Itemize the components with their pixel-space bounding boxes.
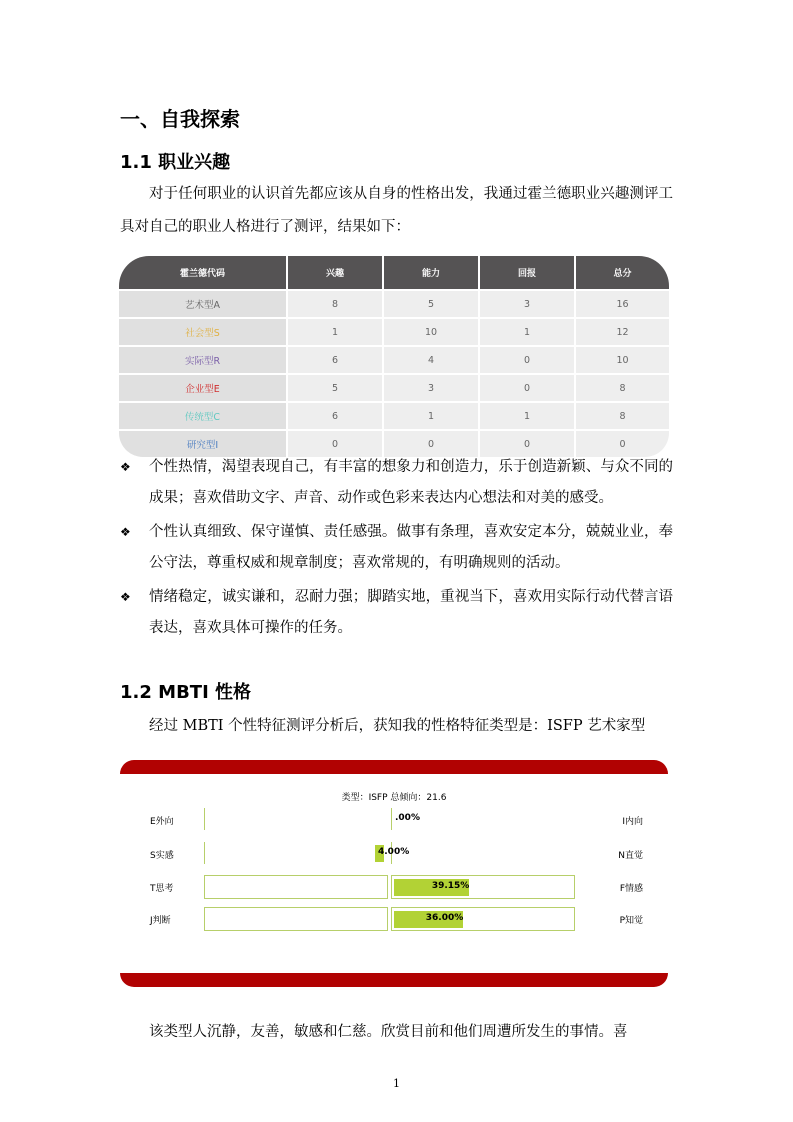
mbti-dimension-row <box>120 875 668 899</box>
diamond-bullet-icon: ❖ <box>120 460 131 474</box>
percent-label: 39.15% <box>431 881 470 891</box>
red-band-bottom <box>120 973 668 987</box>
bullet-text: 个性热情，渴望表现自己，有丰富的想象力和创造力，乐于创造新颖、与众不同的成果；喜欢借助文字、声音、动作或色彩来表达内心想法和对美的感受。 <box>149 459 673 506</box>
score-cell: 1 <box>480 403 574 429</box>
right-trait-label: I内向 <box>622 817 643 827</box>
score-cell: 0 <box>576 431 669 457</box>
holland-type: 实际型R <box>119 347 286 373</box>
score-cell: 12 <box>576 319 669 345</box>
right-bar <box>391 875 575 899</box>
mbti-dimension-row <box>120 907 668 931</box>
left-bar <box>204 875 388 899</box>
trait-bullet-list <box>120 452 673 645</box>
table-row <box>119 347 669 373</box>
score-cell: 6 <box>288 347 382 373</box>
red-band-top <box>120 760 668 774</box>
mbti-dimension-row <box>120 842 668 866</box>
percent-label: 36.00% <box>425 913 464 923</box>
score-cell: 0 <box>288 431 382 457</box>
score-cell: 0 <box>480 347 574 373</box>
header-interest: 兴趣 <box>288 256 382 289</box>
score-cell: 1 <box>288 319 382 345</box>
mbti-dimension-row <box>120 808 668 832</box>
right-bar <box>391 907 575 931</box>
right-trait-label: N直觉 <box>618 851 643 861</box>
left-trait-label: S实感 <box>150 851 174 861</box>
score-cell: 4 <box>384 347 478 373</box>
bullet-text: 个性认真细致、保守谨慎、责任感强。做事有条理，喜欢安定本分，兢兢业业，奉公守法，尊重权威和规章制度；喜欢常规的，有明确规则的活动。 <box>149 524 673 571</box>
score-cell: 0 <box>384 431 478 457</box>
left-bar <box>204 907 388 931</box>
percent-label: .00% <box>395 813 420 823</box>
paragraph-intro: 对于任何职业的认识首先都应该从自身的性格出发，我通过霍兰德职业兴趣测评工具对自己的职业人格进行了测评，结果如下： <box>120 186 673 235</box>
score-cell: 16 <box>576 291 669 317</box>
header-ability: 能力 <box>384 256 478 289</box>
paragraph-isfp-description: 该类型人沉静，友善，敏感和仁慈。欣赏目前和他们周遭所发生的事情。喜 <box>149 1024 628 1040</box>
score-cell: 1 <box>480 319 574 345</box>
right-bar <box>391 842 574 864</box>
bullet-text: 情绪稳定，诚实谦和，忍耐力强；脚踏实地，重视当下，喜欢用实际行动代替言语表达，喜欢具体可操作的任务。 <box>149 589 673 636</box>
paragraph-mbti-result: 经过 MBTI 个性特征测评分析后，获知我的性格特征类型是：ISFP 艺术家型 <box>149 718 646 734</box>
score-cell: 5 <box>384 291 478 317</box>
left-bar <box>204 842 387 864</box>
diamond-bullet-icon: ❖ <box>120 590 131 604</box>
left-bar <box>204 808 387 830</box>
score-cell: 3 <box>384 375 478 401</box>
score-cell: 5 <box>288 375 382 401</box>
header-reward: 回报 <box>480 256 574 289</box>
diamond-bullet-icon: ❖ <box>120 525 131 539</box>
heading-self-exploration: 一、自我探索 <box>120 107 240 131</box>
right-bar <box>391 808 574 830</box>
holland-table <box>117 254 671 459</box>
bullet-item <box>120 517 673 578</box>
score-cell: 8 <box>576 375 669 401</box>
percent-label: 4.00% <box>378 847 410 857</box>
table-header-row <box>119 256 669 289</box>
table-row <box>119 375 669 401</box>
table-row <box>119 403 669 429</box>
holland-type: 企业型E <box>119 375 286 401</box>
header-code: 霍兰德代码 <box>119 256 286 289</box>
holland-type: 艺术型A <box>119 291 286 317</box>
score-cell: 1 <box>384 403 478 429</box>
mbti-result-figure <box>120 760 668 987</box>
score-cell: 10 <box>576 347 669 373</box>
bullet-item <box>120 582 673 643</box>
right-trait-label: P知觉 <box>619 916 643 926</box>
table-row <box>119 291 669 317</box>
score-cell: 10 <box>384 319 478 345</box>
left-trait-label: T思考 <box>150 884 174 894</box>
score-cell: 3 <box>480 291 574 317</box>
table-row <box>119 319 669 345</box>
left-trait-label: E外向 <box>150 817 174 827</box>
score-cell: 0 <box>480 431 574 457</box>
right-trait-label: F情感 <box>619 884 643 894</box>
holland-type: 社会型S <box>119 319 286 345</box>
score-cell: 0 <box>480 375 574 401</box>
holland-type: 研究型I <box>119 431 286 457</box>
holland-type: 传统型C <box>119 403 286 429</box>
score-cell: 8 <box>288 291 382 317</box>
header-total: 总分 <box>576 256 669 289</box>
score-cell: 8 <box>576 403 669 429</box>
bullet-item <box>120 452 673 513</box>
heading-career-interest: 1.1 职业兴趣 <box>120 152 231 173</box>
heading-mbti: 1.2 MBTI 性格 <box>120 682 252 703</box>
page-number: 1 <box>393 1077 400 1090</box>
mbti-title: 类型：ISFP 总倾向：21.6 <box>341 793 447 803</box>
score-cell: 6 <box>288 403 382 429</box>
left-trait-label: J判断 <box>150 916 171 926</box>
